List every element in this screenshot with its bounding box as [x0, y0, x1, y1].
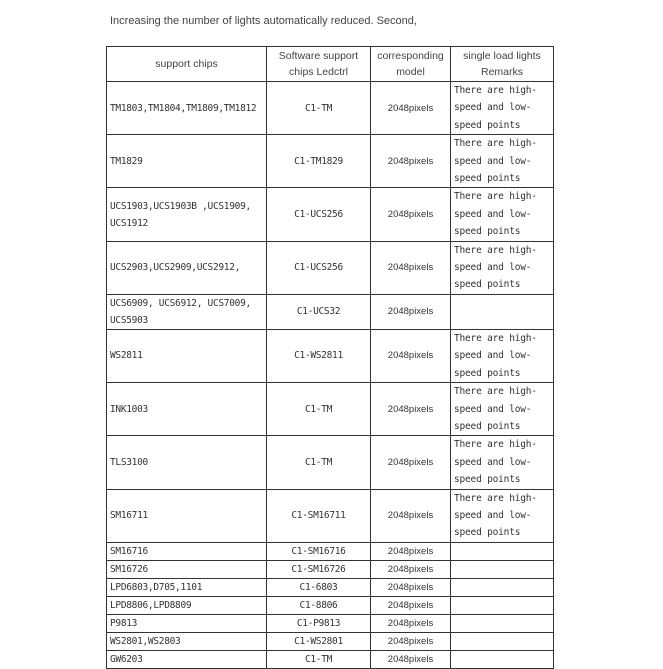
remarks-cell: There are high-speed and low-speed points	[451, 436, 554, 489]
software-cell: C1-TM1829	[267, 135, 371, 188]
software-cell: C1-SM16716	[267, 542, 371, 560]
software-cell: C1-TM	[267, 82, 371, 135]
chip-cell: SM16711	[107, 489, 267, 542]
model-cell: 2048pixels	[371, 489, 451, 542]
table-row	[107, 383, 554, 436]
table-row	[107, 294, 554, 329]
software-cell: C1-SM16726	[267, 560, 371, 578]
software-cell: C1-SM16711	[267, 489, 371, 542]
header-remarks: single load lights Remarks	[451, 47, 554, 82]
remarks-cell: There are high-speed and low-speed points	[451, 135, 554, 188]
remarks-cell	[451, 294, 554, 329]
table-row	[107, 542, 554, 560]
remarks-cell: There are high-speed and low-speed points	[451, 82, 554, 135]
model-cell: 2048pixels	[371, 578, 451, 596]
model-cell: 2048pixels	[371, 542, 451, 560]
model-cell: 2048pixels	[371, 596, 451, 614]
chip-cell: WS2801,WS2803	[107, 632, 267, 650]
remarks-cell	[451, 560, 554, 578]
support-chips-table	[106, 46, 554, 669]
model-cell: 2048pixels	[371, 383, 451, 436]
remarks-cell: There are high-speed and low-speed points	[451, 489, 554, 542]
chip-cell: TM1829	[107, 135, 267, 188]
table-header-row	[107, 47, 554, 82]
chip-cell: SM16726	[107, 560, 267, 578]
chip-cell: LPD6803,D705,1101	[107, 578, 267, 596]
table-row	[107, 188, 554, 241]
remarks-cell: There are high-speed and low-speed points	[451, 241, 554, 294]
table-row	[107, 329, 554, 382]
chip-cell: UCS6909, UCS6912, UCS7009, UCS5903	[107, 294, 267, 329]
remarks-cell	[451, 632, 554, 650]
table-row	[107, 489, 554, 542]
table-row	[107, 82, 554, 135]
chip-cell: WS2811	[107, 329, 267, 382]
table-row	[107, 632, 554, 650]
header-software: Software support chips Ledctrl	[267, 47, 371, 82]
software-cell: C1-TM	[267, 383, 371, 436]
table-row	[107, 614, 554, 632]
remarks-cell: There are high-speed and low-speed points	[451, 329, 554, 382]
table-row	[107, 436, 554, 489]
model-cell: 2048pixels	[371, 329, 451, 382]
header-support-chips: support chips	[107, 47, 267, 82]
model-cell: 2048pixels	[371, 82, 451, 135]
chip-cell: UCS1903,UCS1903B ,UCS1909, UCS1912	[107, 188, 267, 241]
software-cell: C1-8806	[267, 596, 371, 614]
remarks-cell	[451, 650, 554, 668]
model-cell: 2048pixels	[371, 614, 451, 632]
model-cell: 2048pixels	[371, 294, 451, 329]
chip-cell: GW6203	[107, 650, 267, 668]
model-cell: 2048pixels	[371, 241, 451, 294]
software-cell: C1-P9813	[267, 614, 371, 632]
chip-cell: UCS2903,UCS2909,UCS2912,	[107, 241, 267, 294]
software-cell: C1-UCS256	[267, 188, 371, 241]
table-row	[107, 241, 554, 294]
chip-cell: INK1003	[107, 383, 267, 436]
model-cell: 2048pixels	[371, 135, 451, 188]
chip-cell: TM1803,TM1804,TM1809,TM1812	[107, 82, 267, 135]
table-row	[107, 135, 554, 188]
software-cell: C1-UCS256	[267, 241, 371, 294]
model-cell: 2048pixels	[371, 560, 451, 578]
table-row	[107, 650, 554, 668]
remarks-cell	[451, 596, 554, 614]
table-row	[107, 596, 554, 614]
header-model: corresponding model	[371, 47, 451, 82]
model-cell: 2048pixels	[371, 188, 451, 241]
table-row	[107, 578, 554, 596]
software-cell: C1-WS2811	[267, 329, 371, 382]
remarks-cell: There are high-speed and low-speed points	[451, 383, 554, 436]
software-cell: C1-WS2801	[267, 632, 371, 650]
remarks-cell	[451, 542, 554, 560]
intro-text: Increasing the number of lights automatically reduced. Second,	[110, 15, 417, 27]
table-row	[107, 560, 554, 578]
software-cell: C1-TM	[267, 436, 371, 489]
model-cell: 2048pixels	[371, 650, 451, 668]
chip-cell: SM16716	[107, 542, 267, 560]
chip-cell: TLS3100	[107, 436, 267, 489]
software-cell: C1-6803	[267, 578, 371, 596]
chip-cell: LPD8806,LPD8809	[107, 596, 267, 614]
software-cell: C1-UCS32	[267, 294, 371, 329]
remarks-cell	[451, 578, 554, 596]
remarks-cell	[451, 614, 554, 632]
model-cell: 2048pixels	[371, 436, 451, 489]
chip-cell: P9813	[107, 614, 267, 632]
model-cell: 2048pixels	[371, 632, 451, 650]
remarks-cell: There are high-speed and low-speed points	[451, 188, 554, 241]
software-cell: C1-TM	[267, 650, 371, 668]
